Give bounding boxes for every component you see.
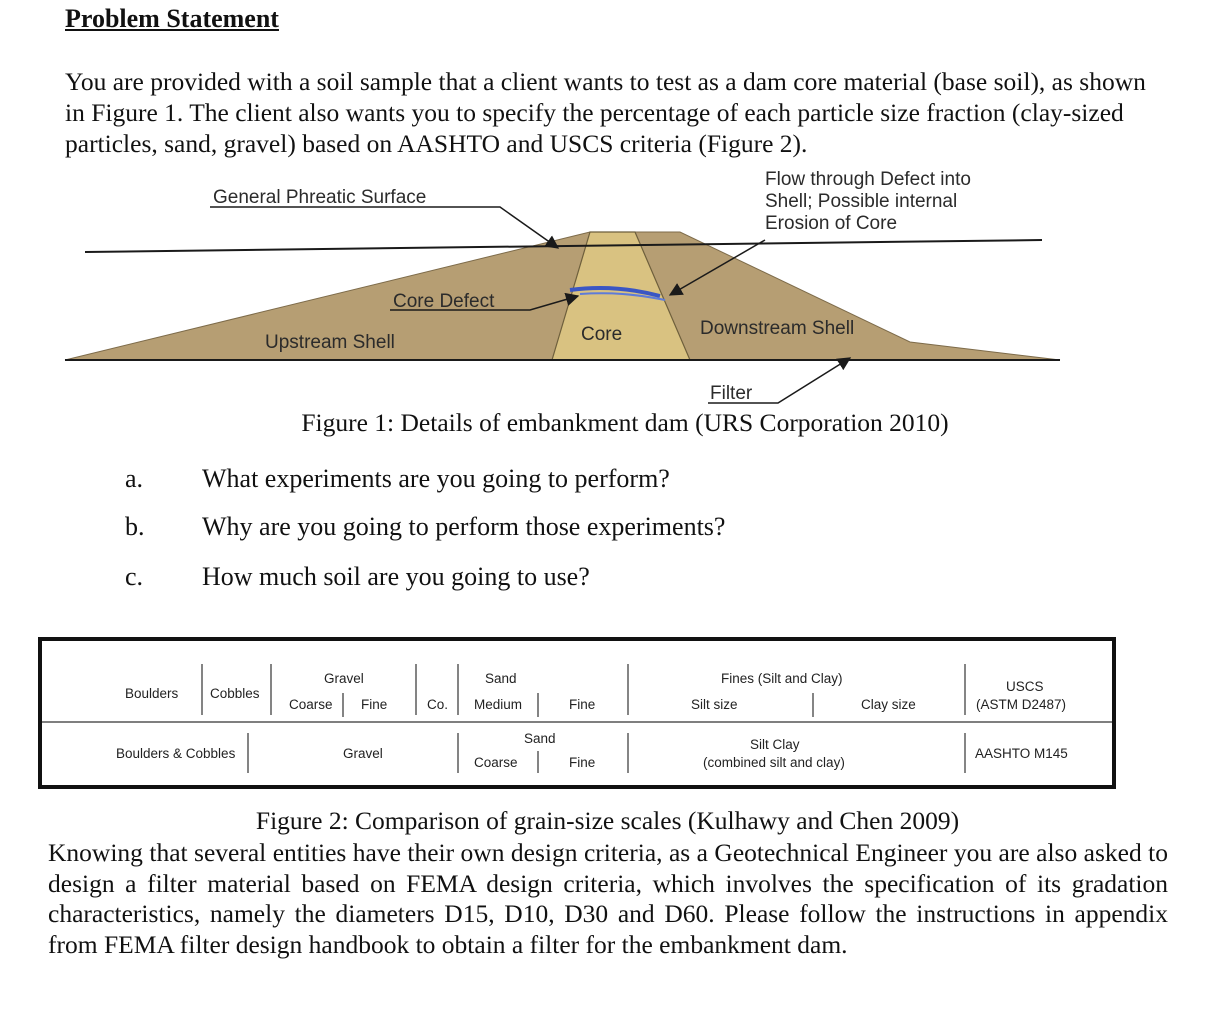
figure1-caption: Figure 1: Details of embankment dam (URS Corporation 2010)	[301, 408, 949, 437]
uscs-name-1: USCS	[1006, 679, 1044, 694]
core-label: Core	[581, 324, 623, 345]
uscs-fines: Fines (Silt and Clay)	[721, 671, 843, 686]
embankment-dam-figure	[60, 160, 1070, 410]
core-defect-label: Core Defect	[393, 291, 495, 312]
intro-paragraph: You are provided with a soil sample that a client wants to test as a dam core material (base soil), as shown in Figure 1. The client also wants you to specify the percentage of each particle size fraction (clay-sized particles, sand, gravel) based on AASHTO and USCS criteria (Figure 2).	[65, 67, 1146, 158]
uscs-gravel-fine: Fine	[361, 697, 388, 712]
question-letter: b.	[125, 512, 145, 541]
uscs-sand-medium: Medium	[474, 697, 523, 712]
uscs-gravel: Gravel	[324, 671, 364, 686]
aashto-sand-coarse: Coarse	[474, 755, 518, 770]
aashto-silt-clay-2: (combined silt and clay)	[703, 755, 845, 770]
question-letter: c.	[125, 562, 144, 591]
aashto-boulders-cobbles: Boulders & Cobbles	[116, 746, 236, 761]
aashto-silt-clay-1: Silt Clay	[750, 737, 800, 752]
downstream-shell-label: Downstream Shell	[700, 318, 855, 339]
uscs-gravel-coarse: Coarse	[289, 697, 333, 712]
uscs-boulders: Boulders	[125, 686, 179, 701]
aashto-sand-fine: Fine	[569, 755, 596, 770]
question-letter: a.	[125, 464, 144, 493]
aashto-sand: Sand	[524, 731, 556, 746]
uscs-co: Co.	[427, 697, 449, 712]
phreatic-label: General Phreatic Surface	[213, 187, 427, 208]
grain-size-comparison-table	[38, 637, 1118, 791]
flow-defect-label-2: Shell; Possible internal	[765, 191, 958, 212]
closing-paragraph: Knowing that several entities have their own design criteria, as a Geotechnical Engineer you are also asked to design a filter material based on FEMA design criteria, which involves the specification of its gradation characteristics, namely the diameters D15, D10, D30 and D60. Please follow the instructions in appendix from FEMA filter design handbook to obtain a filter for the embankment dam.	[48, 838, 1168, 959]
figure2-caption: Figure 2: Comparison of grain-size scales (Kulhawy and Chen 2009)	[255, 806, 960, 835]
uscs-sand-fine: Fine	[569, 697, 596, 712]
uscs-sand: Sand	[485, 671, 517, 686]
question-text: Why are you going to perform those experiments?	[202, 512, 726, 541]
uscs-name-2: (ASTM D2487)	[976, 697, 1067, 712]
question-text: What experiments are you going to perform?	[202, 464, 670, 493]
flow-defect-label-1: Flow through Defect into	[765, 169, 971, 190]
phreatic-pointer	[210, 207, 558, 248]
uscs-silt-size: Silt size	[691, 697, 738, 712]
uscs-cobbles: Cobbles	[210, 686, 260, 701]
aashto-gravel: Gravel	[343, 746, 383, 761]
problem-statement-heading: Problem Statement	[65, 4, 279, 33]
aashto-name: AASHTO M145	[975, 746, 1068, 761]
uscs-clay-size: Clay size	[861, 697, 916, 712]
flow-defect-label-3: Erosion of Core	[765, 213, 898, 234]
filter-label: Filter	[710, 383, 753, 404]
question-text: How much soil are you going to use?	[202, 562, 590, 591]
upstream-shell-label: Upstream Shell	[265, 332, 395, 353]
